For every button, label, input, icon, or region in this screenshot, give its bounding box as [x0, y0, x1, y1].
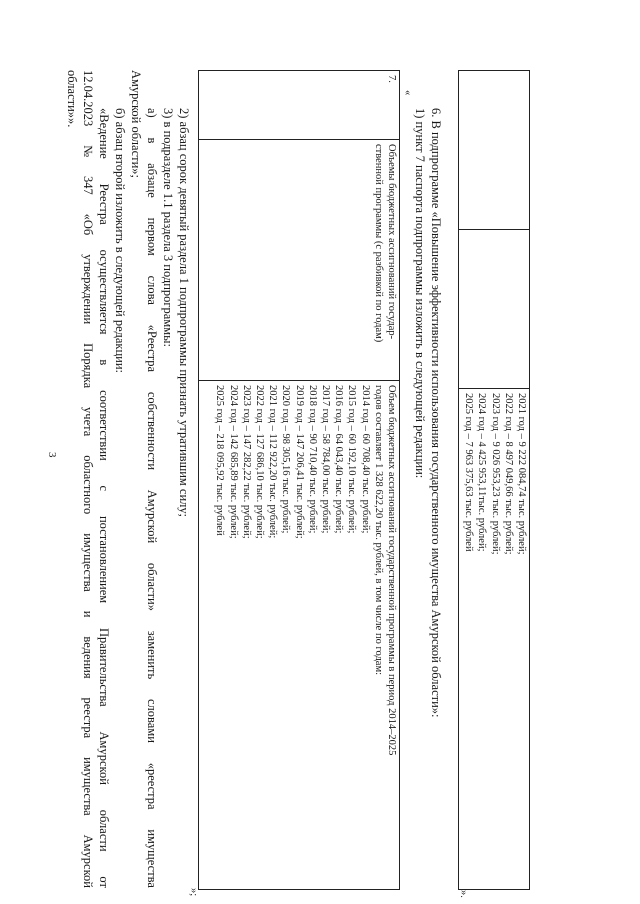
- word: «Ведение: [97, 108, 111, 159]
- year-line: 2025 год – 218 095,92 тыс. рублей: [214, 385, 226, 536]
- word: имущества: [145, 829, 159, 888]
- page-number: 3: [46, 452, 58, 458]
- word: в: [145, 137, 159, 144]
- table-cell-empty: [459, 71, 530, 230]
- label-line-1: Объемы бюджетных ассигнований государ-: [386, 144, 397, 340]
- paragraph-3a-line-2: Амурской области»;: [129, 70, 143, 178]
- year-line: 2016 год – 64 043,40 тыс. рублей;: [333, 385, 345, 534]
- word: в: [97, 359, 111, 366]
- year-line: 2020 год – 98 305,16 тыс. рублей;: [280, 385, 292, 534]
- word: Амурской: [81, 834, 95, 888]
- label-line-2: ственной программы (с разбивкой по годам): [372, 144, 384, 343]
- year-line: 2015 год – 60 192,10 тыс. рублей;: [346, 385, 358, 534]
- word: первом: [145, 217, 159, 256]
- word: ведения: [81, 636, 95, 679]
- word: области: [97, 809, 111, 852]
- word: осуществляется: [97, 249, 111, 335]
- paragraph-3b: б) абзац второй изложить в следующей редакции:: [113, 108, 127, 374]
- word: 12.04.2023: [81, 70, 95, 127]
- word: Правительства: [97, 628, 111, 707]
- year-line: 2024 год – 142 685,89 тыс. рублей;: [227, 385, 239, 539]
- quoted-text-line-1: [96, 108, 112, 888]
- year-list: [462, 393, 528, 885]
- word: Амурской: [145, 489, 159, 544]
- year-line: 2023 год – 9 026 953,23 тыс. рублей;: [489, 393, 501, 555]
- word: «реестра: [145, 762, 159, 810]
- year-line: 2018 год – 90 710,40 тыс. рублей;: [306, 385, 318, 534]
- year-line: 2022 год – 8 497 049,66 тыс. рублей;: [502, 393, 514, 555]
- row-value: [199, 381, 400, 890]
- word: и: [81, 610, 95, 618]
- word: «Реестра: [145, 324, 159, 373]
- year-list: [213, 385, 371, 885]
- year-line: 2021 год – 112 922,20 тыс. рублей;: [267, 385, 279, 539]
- word: собственности: [145, 391, 159, 471]
- year-line: 2022 год – 127 686,10 тыс. рублей;: [253, 385, 265, 539]
- word: реестра: [81, 697, 95, 739]
- word: Амурской: [97, 731, 111, 785]
- passport-table: [198, 70, 400, 890]
- word: Порядка: [81, 343, 95, 389]
- word: Реестра: [97, 183, 111, 225]
- word: 347: [81, 176, 95, 195]
- paragraph-6: 6. В подпрограмме «Повышение эффективности использования государственного имущества Амурской области»:: [429, 108, 443, 718]
- word: «Об: [81, 213, 95, 236]
- word: заменить: [145, 630, 159, 680]
- funding-table-continued: [458, 70, 530, 890]
- year-line: 2017 год – 58 784,00 тыс. рублей;: [319, 385, 331, 534]
- word: учета: [81, 407, 95, 437]
- table-cell-years: [459, 389, 530, 890]
- word: соответствии: [97, 390, 111, 461]
- word: областного: [81, 455, 95, 515]
- word: от: [97, 876, 111, 888]
- paragraph-6-item-1: 1) пункт 7 паспорта подпрограммы изложить в следующей редакции:: [413, 108, 427, 479]
- word: с: [97, 485, 111, 492]
- table-cell-empty: [459, 230, 530, 389]
- word: области»: [145, 562, 159, 611]
- word: имущества: [81, 757, 95, 816]
- word: имущества: [81, 533, 95, 592]
- quoted-text-line-2: [80, 70, 96, 888]
- year-line: 2023 год – 147 282,22 тыс. рублей;: [240, 385, 252, 539]
- word: слова: [145, 275, 159, 305]
- year-line: 2024 год – 4 425 953,11тыс. рублей;: [476, 393, 488, 552]
- quoted-text-line-3: области»».: [65, 70, 79, 128]
- word: утверждении: [81, 254, 95, 325]
- paragraph-3a-line-1: [144, 108, 160, 888]
- closing-quote: »;: [188, 888, 199, 897]
- word: постановлением: [97, 515, 111, 604]
- row-label: [199, 140, 400, 381]
- opening-quote: «: [402, 90, 413, 96]
- year-line: 2025 год – 7 963 375,63 тыс. рублей: [463, 393, 475, 552]
- closing-quote: ».: [458, 890, 469, 898]
- word: №: [81, 145, 95, 158]
- year-line: 2019 год – 147 206,41 тыс. рублей;: [293, 385, 305, 539]
- intro-line-1: Объем бюджетных ассигнований государственной программы в период 2014–2025: [386, 385, 397, 756]
- year-line: 2014 год – 60 708,40 тыс. рублей;: [359, 385, 371, 534]
- intro-line-2: годов составляет 1 328 622,20 тыс. рублей, в том числе по годам:: [372, 385, 384, 676]
- word: а): [145, 108, 159, 118]
- row-number: 7.: [199, 71, 400, 140]
- word: абзаце: [145, 163, 159, 198]
- year-line: 2021 год – 9 222 084,74 тыс. рублей;: [516, 393, 527, 555]
- paragraph-3: 3) в подразделе 1.1 раздела 3 подпрограммы:: [161, 108, 175, 348]
- word: словами: [145, 699, 159, 743]
- paragraph-2: 2) абзац сорок девятый раздела 1 подпрограммы признать утратившим силу;: [177, 108, 191, 517]
